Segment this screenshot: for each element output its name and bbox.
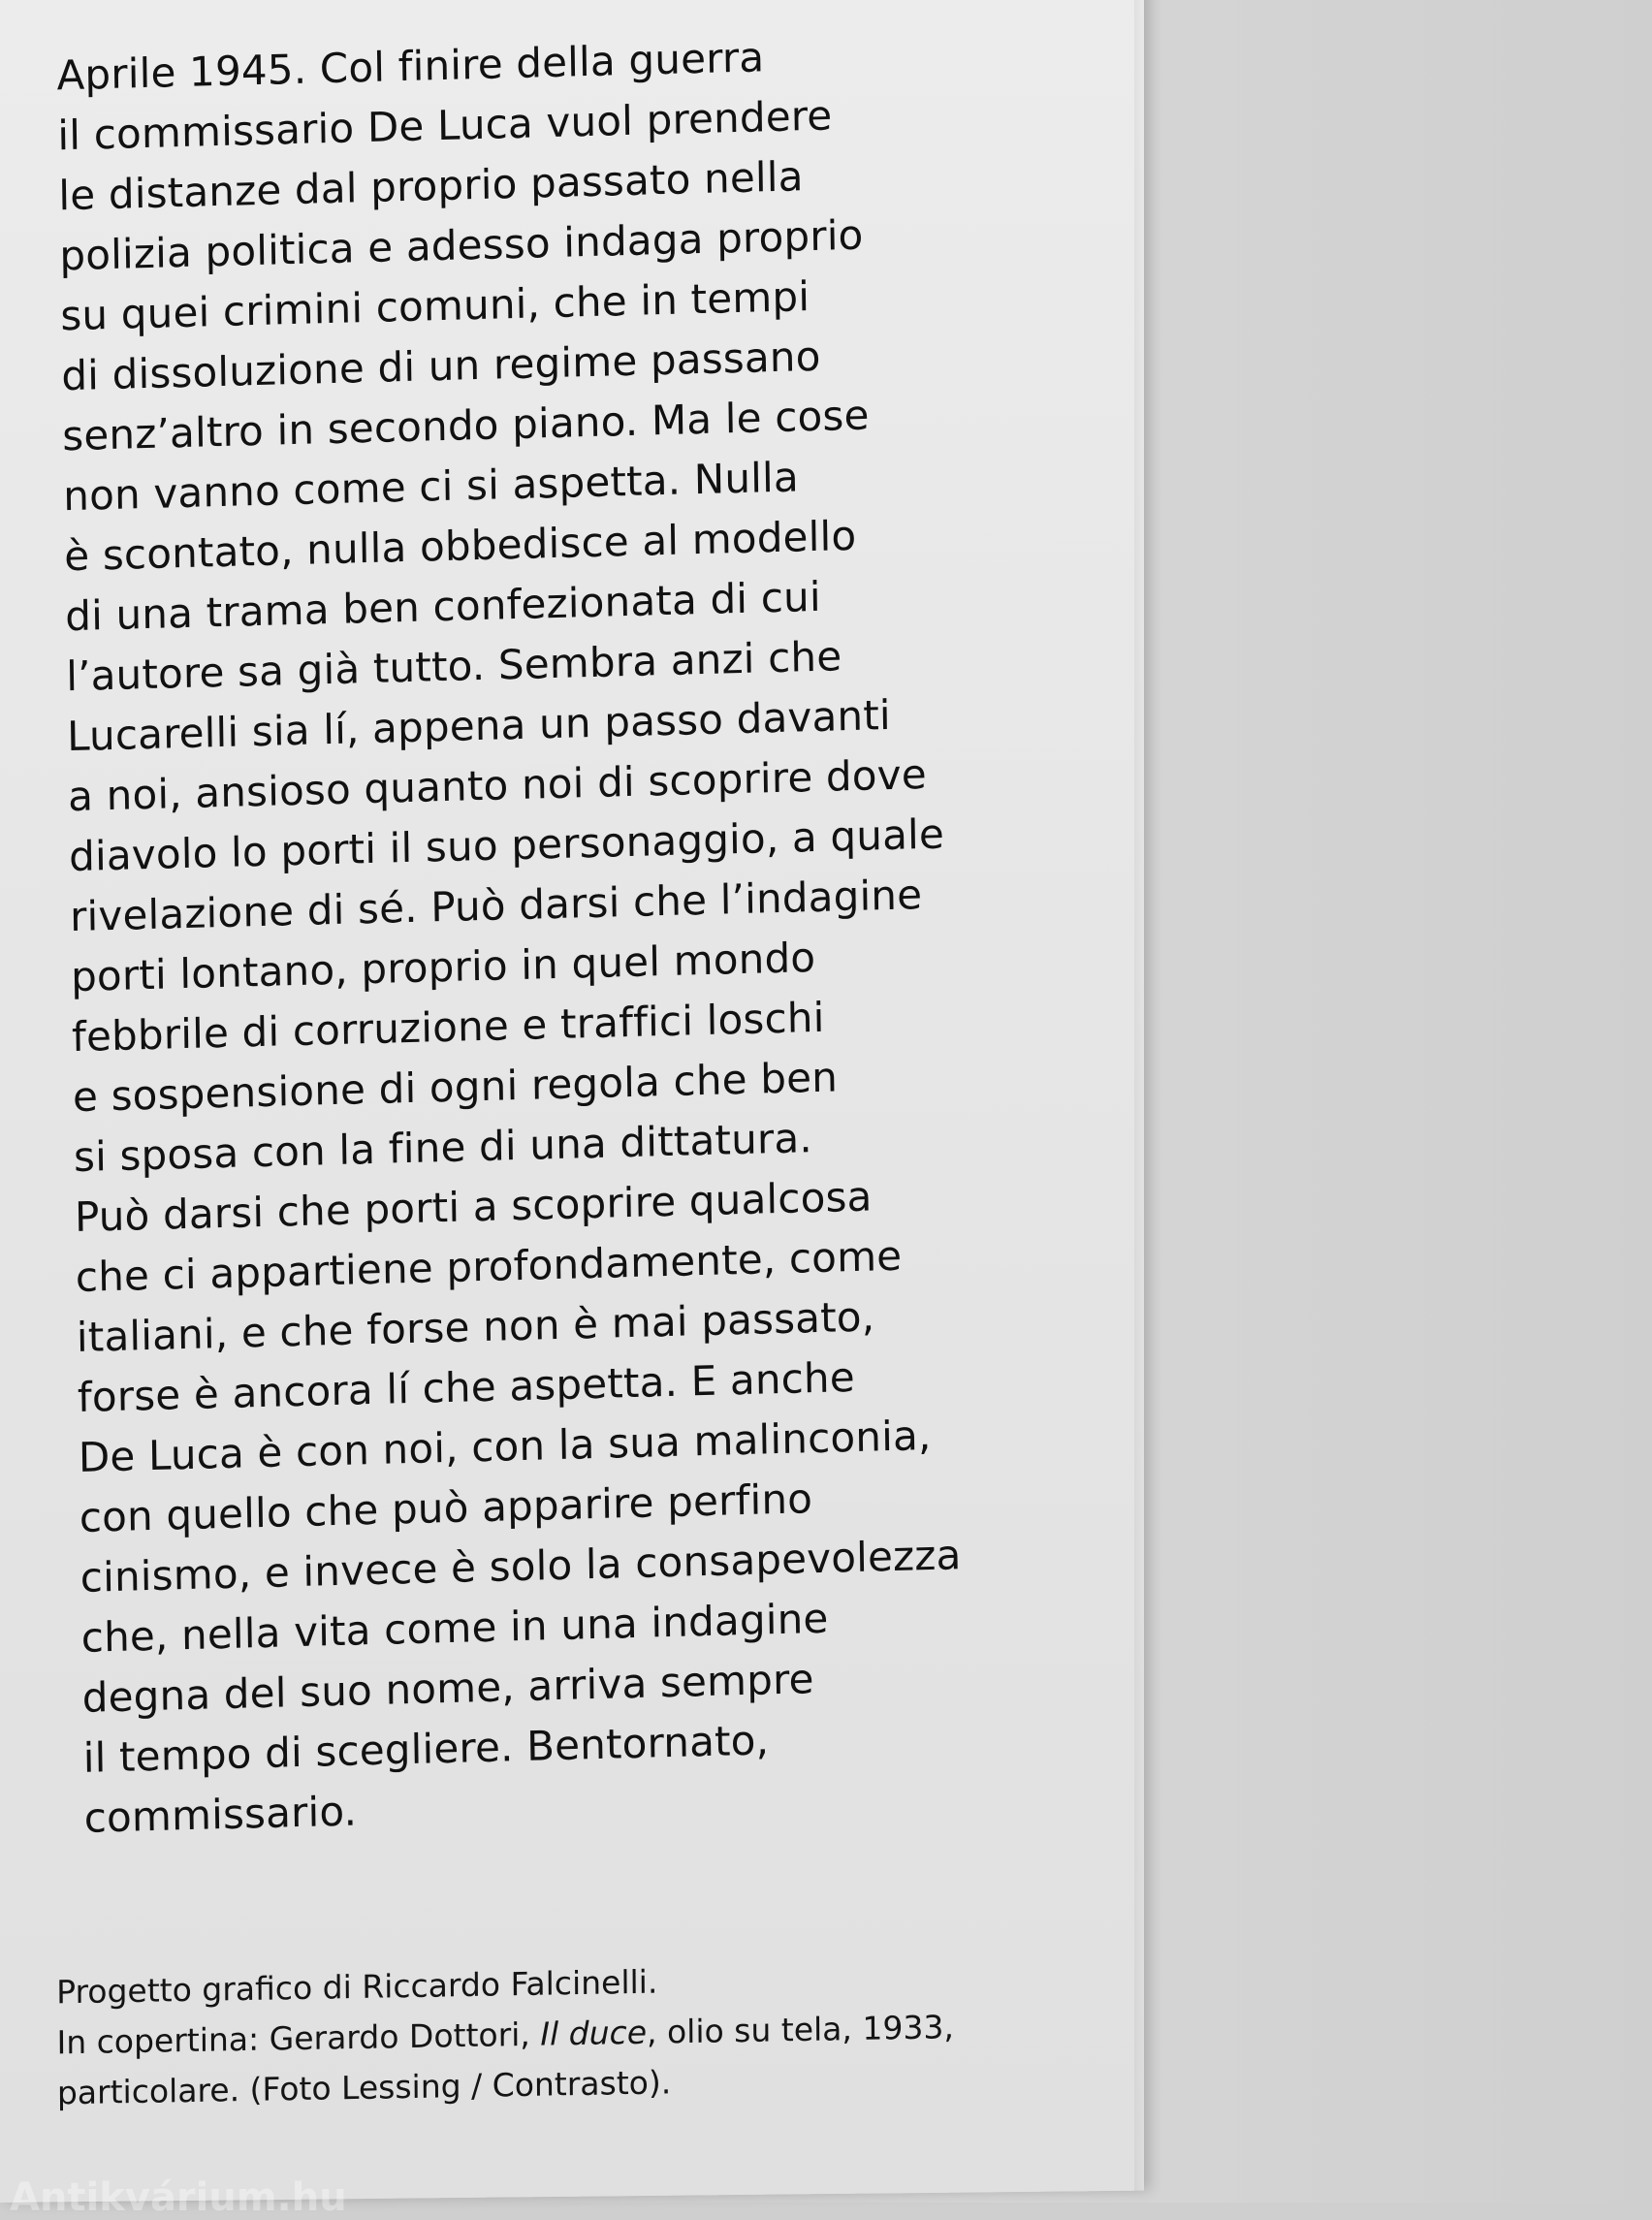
blurb-line: è scontato, nulla obbedisce al modello [63, 511, 857, 581]
blurb-line: polizia politica e adesso indaga proprio [59, 210, 864, 280]
blurb-line: commissario. [83, 1787, 358, 1842]
blurb-line: che ci appartiene profondamente, come [75, 1231, 903, 1302]
cover-art-credit-suffix: , olio su tela, 1933, [646, 2008, 955, 2051]
cover-credits [56, 1950, 1104, 2119]
design-credit: Progetto grafico di Riccardo Falcinelli. [56, 1962, 658, 2012]
page-edge-shadow [1134, 0, 1146, 2191]
blurb-text [56, 18, 1131, 1849]
blurb-line: l’autore sa già tutto. Sembra anzi che [65, 632, 842, 701]
blurb-line: cinismo, e invece è solo la consapevolezza [79, 1531, 962, 1602]
blurb-line: non vanno come ci si aspetta. Nulla [62, 453, 800, 521]
blurb-line: con quello che può apparire perfino [79, 1475, 813, 1541]
blurb-line: si sposa con la fine di una dittatura. [73, 1114, 813, 1182]
blurb-line: forse è ancora lí che aspetta. E anche [77, 1353, 856, 1421]
blurb-line: italiani, e che forse non è mai passato, [76, 1292, 875, 1362]
blurb-line: il commissario De Luca vuol prendere [57, 91, 833, 160]
blurb-line: e sospensione di ogni regola che ben [72, 1053, 839, 1122]
cover-art-credit-prefix: In copertina: Gerardo Dottori, [56, 2014, 541, 2062]
blurb-line: di dissoluzione di un regime passano [60, 332, 821, 400]
watermark: Antikvárium.hu [10, 2175, 347, 2220]
blurb-line: il tempo di scegliere. Bentornato, [82, 1716, 770, 1782]
blurb-line: Aprile 1945. Col finire della guerra [56, 33, 765, 100]
blurb-line: rivelazione di sé. Può darsi che l’indagine [69, 871, 923, 941]
blurb-line: le distanze dal proprio passato nella [58, 152, 804, 220]
blurb-line: che, nella vita come in una indagine [80, 1594, 829, 1662]
blurb-line: porti lontano, proprio in quel mondo [70, 934, 816, 1001]
artwork-title: Il duce [540, 2013, 648, 2053]
photo-credit: particolare. (Foto Lessing / Contrasto). [56, 2063, 672, 2112]
blurb-line: senz’altro in secondo piano. Ma le cose [61, 391, 870, 460]
blurb-line: degna del suo nome, arriva sempre [81, 1655, 815, 1722]
blurb-line: di una trama ben confezionata di cui [64, 572, 822, 641]
blurb-line: febbrile di corruzione e traffici loschi [71, 993, 825, 1062]
blurb-line: Può darsi che porti a scoprire qualcosa [74, 1172, 873, 1242]
blurb-line: Lucarelli sia lí, appena un passo davanti [66, 690, 892, 761]
blurb-line: diavolo lo porti il suo personaggio, a quale [68, 809, 945, 881]
blurb-line: De Luca è con noi, con la sua malinconia, [78, 1411, 932, 1481]
blurb-line: a noi, ansioso quanto noi di scoprire dove [67, 749, 928, 821]
blurb-line: su quei crimini comuni, che in tempi [59, 272, 810, 340]
